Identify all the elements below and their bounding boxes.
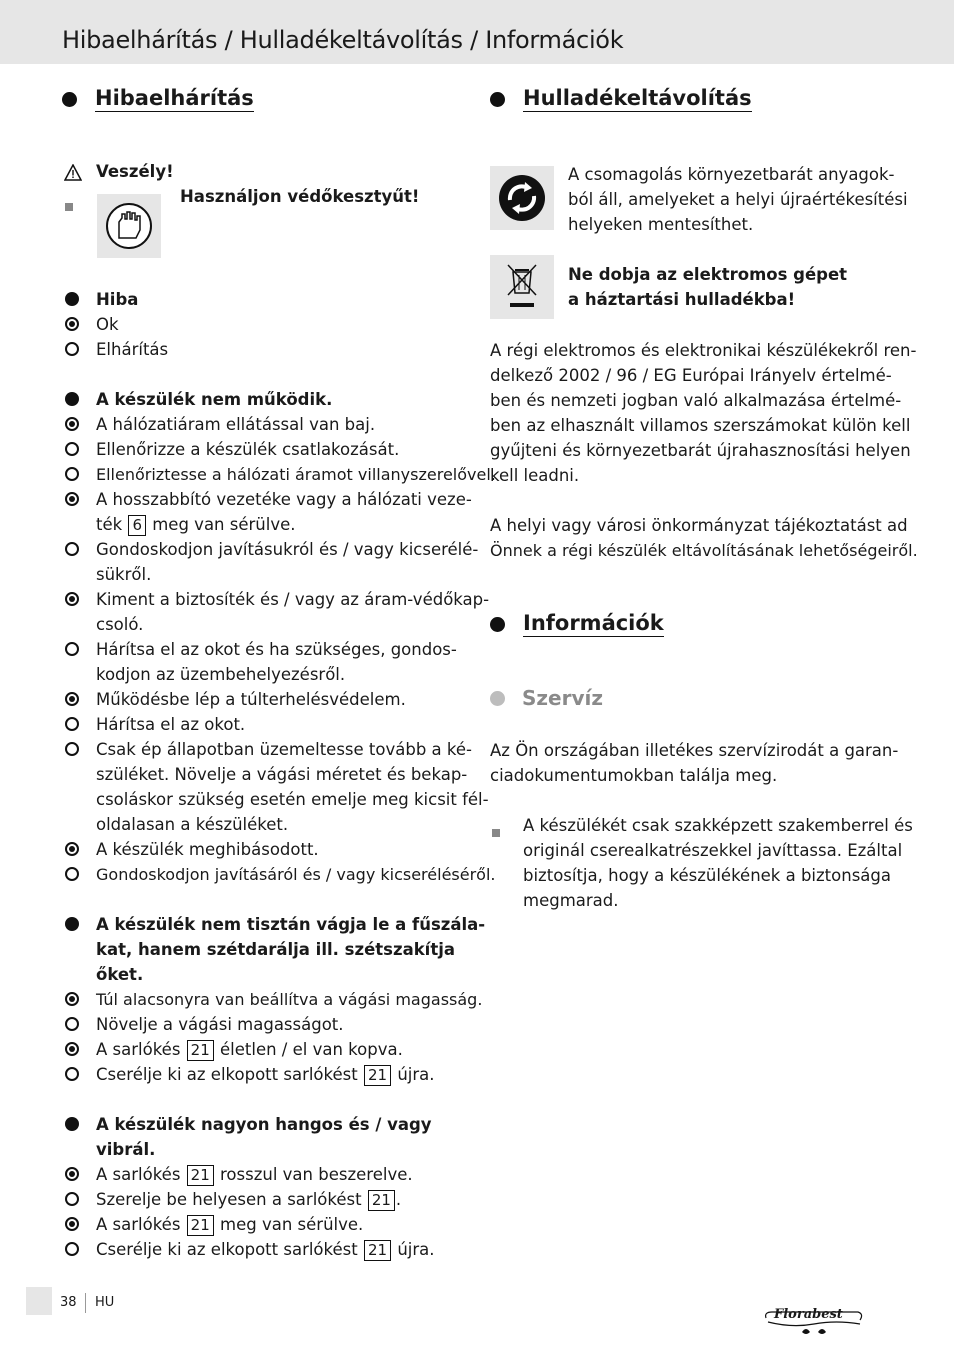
- square-bullet-icon: [65, 196, 73, 215]
- part-ref: 21: [364, 1065, 391, 1086]
- heading-bullet-icon: [490, 92, 505, 107]
- cause-item: Túl alacsonyra van beállítva a vágási magasság.: [62, 987, 482, 1012]
- remedy-item-cont: szüléket. Növelje a vágási méretet és bekap-: [96, 765, 468, 784]
- heading-bullet-icon: [62, 92, 77, 107]
- legend-remedy: Elhárítás: [62, 337, 168, 362]
- service-text: Az Ön országában illetékes szervízirodát a garan- ciadokumentumokban találja meg.: [490, 741, 899, 785]
- cause-item: A hosszabbító vezetéke vagy a hálózati veze-: [62, 487, 472, 512]
- heading-disposal: Hulladékeltávolítás: [490, 86, 752, 112]
- florabest-logo: [762, 1304, 866, 1340]
- legend-fault: Hiba: [62, 287, 138, 312]
- warning-triangle-icon: [64, 164, 82, 185]
- remedy-item: Szerelje be helyesen a sarlókést 21 .: [62, 1187, 401, 1212]
- repair-note: A készülékét csak szakképzett szakemberrel és originál cserealkatrészekkel javíttassa. Ezáltal biztosítja, hogy a készülékének a biztonsága megmarad.: [523, 816, 913, 910]
- cause-item: Működésbe lép a túlterhelésvédelem.: [62, 687, 406, 712]
- municipality-text: A helyi vagy városi önkormányzat tájékoztatást ad Önnek a régi készülék eltávolításának lehetőségeiről.: [490, 516, 918, 560]
- remedy-item: Ellenőriztesse a hálózati áramot villanyszerelővel.: [62, 462, 496, 487]
- fault-loud-cont: vibrál.: [96, 1140, 156, 1159]
- remedy-item-cont: csoláskor szükség esetén emelje meg kicsit fél-: [96, 790, 489, 809]
- recycle-icon: [490, 166, 554, 230]
- gloves-instruction: Használjon védőkesztyűt!: [180, 187, 420, 206]
- footer-marker: [26, 1287, 52, 1315]
- remedy-item-cont: sükről.: [96, 565, 152, 584]
- remedy-item: Növelje a vágási magasságot.: [62, 1012, 344, 1037]
- remedy-item: Cserélje ki az elkopott sarlókést 21 újra.: [62, 1237, 435, 1262]
- remedy-item: Cserélje ki az elkopott sarlókést 21 újra.: [62, 1062, 435, 1087]
- remedy-bullet-icon: [65, 342, 79, 356]
- heading-information: Információk: [490, 611, 664, 637]
- cause-item: A sarlókés 21 életlen / el van kopva.: [62, 1037, 403, 1062]
- language-code: HU: [95, 1295, 115, 1310]
- heading-bullet-icon: [490, 617, 505, 632]
- page-number: 38: [60, 1295, 77, 1310]
- cause-item: A hálózatiáram ellátással van baj.: [62, 412, 375, 437]
- part-ref: 21: [364, 1240, 391, 1261]
- cause-item: A sarlókés 21 meg van sérülve.: [62, 1212, 363, 1237]
- cause-bullet-icon: [65, 317, 79, 331]
- fault-not-working: A készülék nem működik.: [62, 387, 332, 412]
- page-title: Hibaelhárítás / Hulladékeltávolítás / Információk: [62, 26, 624, 54]
- fault-bad-cut-cont: kat, hanem szétdarálja ill. szétszakítja: [96, 940, 456, 959]
- cause-item-cont: ték 6 meg van sérülve.: [96, 515, 296, 534]
- remedy-item: Ellenőrizze a készülék csatlakozását.: [62, 437, 399, 462]
- weee-warning: Ne dobja az elektromos gépet a háztartási hulladékba!: [568, 265, 848, 309]
- brand-name: Florabest: [774, 1307, 843, 1322]
- remedy-item: Hárítsa el az okot és ha szükséges, gondos-: [62, 637, 457, 662]
- fault-bad-cut: A készülék nem tisztán vágja le a fűszála-: [62, 912, 485, 937]
- part-ref: 21: [187, 1215, 214, 1236]
- remedy-item-cont: kodjon az üzembehelyezésről.: [96, 665, 346, 684]
- footer-divider: [85, 1293, 86, 1313]
- part-ref: 21: [368, 1190, 395, 1211]
- square-bullet-icon: [492, 822, 500, 841]
- weee-bin-icon: [490, 255, 554, 319]
- cause-item: A készülék meghibásodott.: [62, 837, 319, 862]
- part-ref: 21: [187, 1040, 214, 1061]
- danger-label: Veszély!: [96, 162, 174, 181]
- heading-service: Szervíz: [490, 686, 603, 710]
- subheading-bullet-icon: [490, 691, 505, 706]
- part-ref: 6: [128, 515, 146, 536]
- cause-item: Kiment a biztosíték és / vagy az áram-védőkap-: [62, 587, 489, 612]
- weee-directive-text: A régi elektromos és elektronikai készülékekről ren- delkező 2002 / 96 / EG Európai Irányelv értelmé- ben és nemzeti jogban való alkalmazása értelmé- ben az elhasznált villamos szerszámokat külön kell gyűjteni és környezetbarát újrahasznosítási helyen kell leadni.: [490, 341, 917, 485]
- cause-item-cont: csoló.: [96, 615, 144, 634]
- cause-item: A sarlókés 21 rosszul van beszerelve.: [62, 1162, 413, 1187]
- gloves-icon: [97, 194, 161, 258]
- packaging-text: A csomagolás környezetbarát anyagok- ból áll, amelyeket a helyi újraértékesítési helyeken mentesíthet.: [568, 165, 908, 234]
- fault-loud: A készülék nagyon hangos és / vagy: [62, 1112, 432, 1137]
- remedy-item: Hárítsa el az okot.: [62, 712, 245, 737]
- remedy-item-cont: oldalasan a készüléket.: [96, 815, 289, 834]
- page-header: [0, 0, 954, 64]
- remedy-item: Gondoskodjon javításukról és / vagy kicserélé-: [62, 537, 478, 562]
- remedy-item: Gondoskodjon javításáról és / vagy kicseréléséről.: [62, 862, 496, 887]
- remedy-item: Csak ép állapotban üzemeltesse tovább a ké-: [62, 737, 472, 762]
- legend-cause: Ok: [62, 312, 119, 337]
- fault-bullet-icon: [65, 292, 79, 306]
- fault-bad-cut-cont: őket.: [96, 965, 144, 984]
- part-ref: 21: [187, 1165, 214, 1186]
- heading-troubleshooting: Hibaelhárítás: [62, 86, 254, 112]
